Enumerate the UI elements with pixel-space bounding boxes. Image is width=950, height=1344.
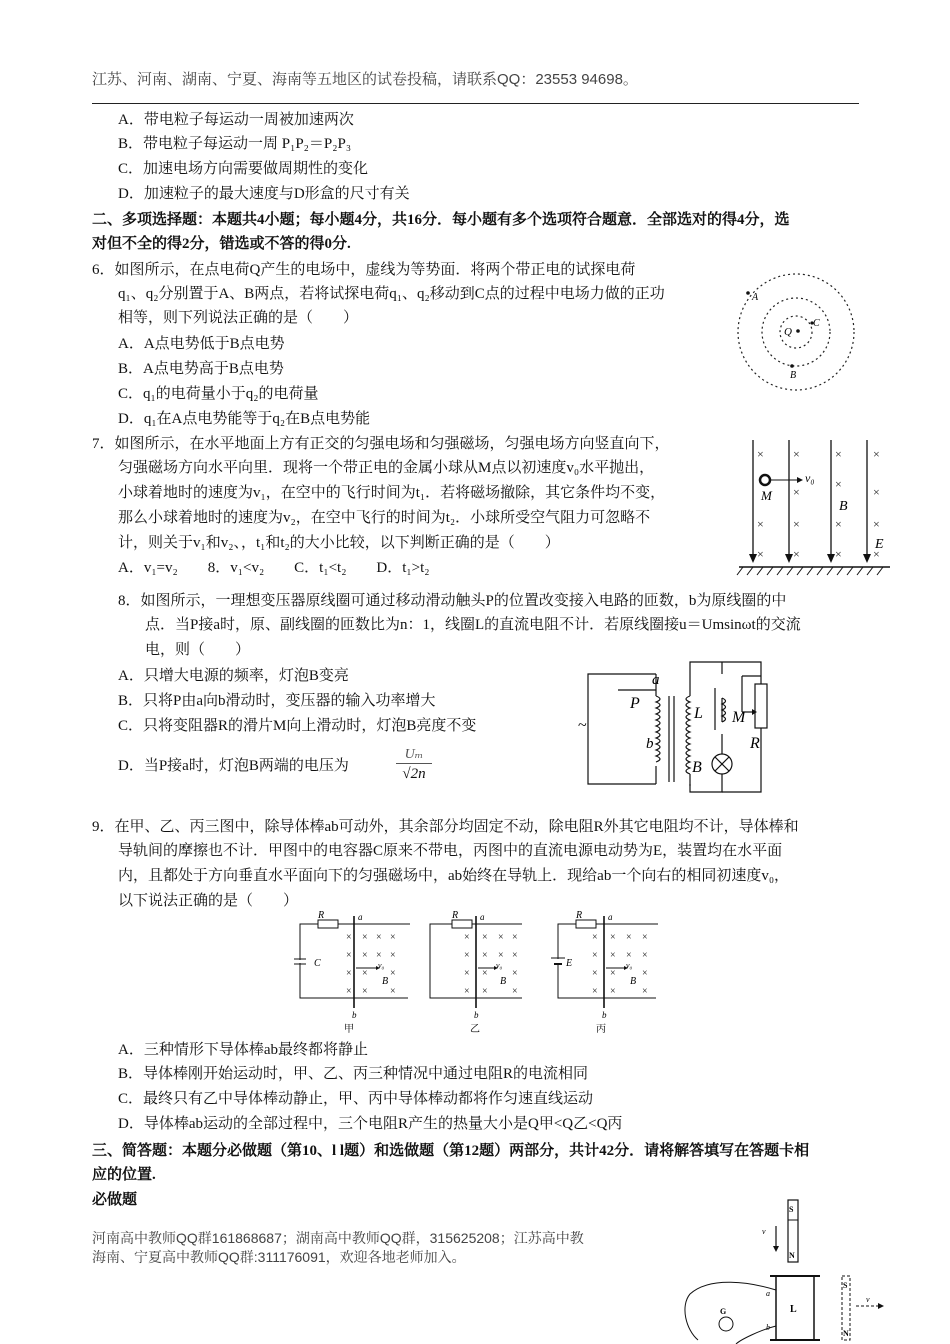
q10-wire-loop [685, 1282, 776, 1340]
svg-text:×: × [390, 932, 396, 943]
svg-text:×: × [835, 447, 842, 461]
svg-text:×: × [626, 932, 632, 943]
q9-bing-label-a: a [608, 912, 613, 922]
header-text: 江苏、河南、湖南、宁夏、海南等五地区的试卷投稿，请联系QQ：23553 94698。 [92, 71, 638, 88]
q10-label-s-right: S [843, 1281, 848, 1290]
required-questions-heading: 必做题 [92, 1192, 138, 1208]
q6-option-d: D．q₁在A点电势能等于q₂在B点电势能 [118, 411, 371, 427]
svg-text:×: × [835, 547, 842, 561]
q6-stem-2: q₁、q₂分别置于A、B两点，若将试探电荷q₁、q₂移动到C点的过程中电场力做的正功 [118, 286, 665, 302]
svg-text:×: × [362, 950, 368, 961]
q10-galvanometer [719, 1317, 733, 1331]
q7-stem-3: 小球着地时的速度为v₁，在空中的飞行时间为t₁．若将磁场撤除，其它条件均不变， [118, 485, 666, 501]
q6-middle-equipotential [762, 298, 830, 366]
q8-stem-2: 点．当P接a时，原、副线圈的匝数比为n：1，线圈L的直流电阻不计．若原线圈接u＝Umsinωt的交流 [145, 617, 801, 633]
q7-ball-m [760, 475, 770, 485]
svg-text:×: × [390, 986, 396, 997]
svg-text:×: × [592, 950, 598, 961]
section2-heading: 二、多项选择题：本题共4小题；每小题4分，共16分．每小题有多个选项符合题意．全部选对的得4分，选 [92, 212, 790, 228]
q9-label-yi: 乙 [470, 1024, 480, 1035]
q7-stem-5: 计，则关于v₁和v₂、，t₁和t₂的大小比较，以下判断正确的是（ ） [118, 535, 560, 551]
svg-text:×: × [498, 950, 504, 961]
q7-ground-hatch [737, 567, 883, 575]
svg-text:×: × [873, 517, 880, 531]
q7-field-figure [735, 438, 895, 580]
q7-label-m: M [761, 488, 772, 503]
q8-option-b: B．只将P由a向b滑动时，变压器的输入功率增大 [118, 693, 436, 709]
svg-text:×: × [464, 986, 470, 997]
svg-text:×: × [362, 968, 368, 979]
svg-text:×: × [592, 986, 598, 997]
q8-circuit-wires [588, 662, 761, 792]
q8-label-b: b [646, 736, 654, 752]
q7-options: A．v₁=v₂ 8．v₁<v₂ C．t₁<t₂ D．t₁>t₂ [118, 560, 430, 576]
q10-label-s-top: S [789, 1205, 794, 1214]
svg-text:×: × [873, 447, 880, 461]
svg-text:×: × [362, 932, 368, 943]
svg-text:×: × [482, 968, 488, 979]
q8-option-a: A．只增大电源的频率，灯泡B变亮 [118, 668, 349, 684]
q9-figure-bing [551, 910, 658, 1035]
svg-text:×: × [757, 447, 764, 461]
q9-option-d: D．导体棒ab运动的全部过程中，三个电阻R产生的热量大小是Q甲<Q乙<Q丙 [118, 1116, 623, 1132]
q8-ac-source: ~ [578, 717, 587, 734]
svg-text:×: × [376, 932, 382, 943]
q7-stem-2: 匀强磁场方向水平向里．现将一个带正电的金属小球从M点以初速度v₀水平抛出， [118, 460, 655, 476]
svg-text:×: × [642, 986, 648, 997]
svg-text:×: × [793, 517, 800, 531]
q7-velocity-arrowhead [797, 477, 803, 483]
q10-induction-figure [680, 1190, 900, 1344]
q6-label-b: B [790, 370, 797, 381]
q10-label-l: L [790, 1304, 797, 1315]
svg-text:×: × [376, 950, 382, 961]
q6-label-q: Q [784, 326, 792, 338]
q8-primary-coil [656, 696, 660, 762]
q8-label-a: a [652, 672, 660, 688]
q9-yi-label-b-field: B [500, 976, 507, 987]
q9-stem-3: 内，且都处于方向垂直水平面向下的匀强磁场中，ab始终在导轨上．现给ab一个向右的相同初速度v₀， [118, 868, 790, 884]
svg-text:×: × [362, 986, 368, 997]
section2-heading-cont: 对但不全的得2分，错选或不答的得0分. [92, 236, 351, 252]
q10-label-b: b [766, 1323, 770, 1332]
svg-text:×: × [346, 932, 352, 943]
svg-text:×: × [512, 986, 518, 997]
svg-text:×: × [793, 547, 800, 561]
header-rule [92, 103, 859, 104]
q8-stem-3: 电，则（ ） [145, 642, 251, 658]
q9-figure-jia [294, 910, 410, 1035]
svg-text:×: × [835, 517, 842, 531]
svg-text:×: × [592, 932, 598, 943]
q8-rheostat-r [755, 684, 767, 728]
q7-stem-1: 7．如图所示，在水平地面上方有正交的匀强电场和匀强磁场，匀强电场方向竖直向下， [92, 436, 670, 452]
svg-text:×: × [642, 932, 648, 943]
q9-label-bing: 丙 [596, 1024, 606, 1035]
q9-bing-label-r: R [576, 910, 583, 921]
q8-label-m: M [732, 709, 746, 726]
q8-label-lamp-b: B [692, 759, 702, 776]
q9-jia-label-v0: v₀ [378, 961, 385, 970]
svg-text:×: × [642, 950, 648, 961]
svg-text:×: × [873, 547, 880, 561]
q9-stem-4: 以下说法正确的是（ ） [118, 893, 299, 909]
section3-heading-cont: 应的位置. [92, 1167, 156, 1183]
svg-text:×: × [498, 932, 504, 943]
svg-text:×: × [757, 547, 764, 561]
q9-jia-label-c: C [314, 958, 321, 969]
q10-wire-return [736, 1326, 776, 1344]
q6-point-a-dot [746, 291, 750, 295]
q9-bing-label-b-field: B [630, 976, 637, 987]
svg-text:×: × [873, 485, 880, 499]
q7-magnetic-crosses [757, 447, 880, 561]
q6-option-a: A．A点电势低于B点电势 [118, 336, 285, 352]
q9-option-a: A．三种情形下导体棒ab最终都将静止 [118, 1042, 368, 1058]
svg-text:×: × [610, 986, 616, 997]
q6-label-c: C [813, 318, 820, 329]
svg-text:×: × [390, 968, 396, 979]
q6-stem-3: 相等，则下列说法正确的是（ ） [118, 310, 359, 326]
q6-equipotential-figure [730, 268, 860, 398]
q8-formula-numerator: Uₘ [404, 747, 424, 762]
svg-text:×: × [757, 517, 764, 531]
svg-text:×: × [592, 968, 598, 979]
footer-line-1: 河南高中教师QQ群161868687；湖南高中教师QQ群，315625208；江苏高中教 [92, 1230, 584, 1246]
q9-jia-label-b-field: B [382, 976, 389, 987]
q10-label-v-top: v [762, 1227, 766, 1236]
svg-text:×: × [482, 950, 488, 961]
q6-label-a: A [752, 292, 759, 303]
svg-text:×: × [346, 968, 352, 979]
q7-label-b: B [839, 499, 848, 514]
q8-formula [396, 747, 432, 784]
svg-text:×: × [346, 950, 352, 961]
q9-stem-1: 9．在甲、乙、丙三图中，除导体棒ab可动外，其余部分均固定不动，除电阻R外其它电阻均不计，导体棒和 [92, 819, 799, 835]
q10-motion-arrowhead [773, 1246, 779, 1252]
q8-stem-1: 8．如图所示，一理想变压器原线圈可通过移动滑动触头P的位置改变接入电路的匝数，b为原线圈的中 [118, 593, 787, 609]
q9-yi-label-r: R [452, 910, 459, 921]
svg-text:×: × [482, 932, 488, 943]
svg-text:×: × [482, 986, 488, 997]
svg-text:×: × [642, 968, 648, 979]
q6-point-b-dot [790, 364, 794, 368]
q6-charge-q-dot [796, 329, 800, 333]
q9-bing-label-b: b [602, 1010, 607, 1020]
svg-text:×: × [610, 950, 616, 961]
q5-option-b: B．带电粒子每运动一周 P₁P₂＝P₂P₃ [118, 136, 352, 152]
q7-label-e: E [875, 537, 884, 552]
q9-yi-label-b: b [474, 1010, 479, 1020]
svg-text:×: × [464, 968, 470, 979]
q8-label-r: R [750, 735, 760, 752]
q10-label-n-top: N [789, 1251, 795, 1260]
q9-jia-label-b: b [352, 1010, 357, 1020]
q9-stem-2: 导轨间的摩擦也不计．甲图中的电容器C原来不带电，丙图中的直流电源电动势为E，装置均在水平面 [118, 843, 783, 859]
q8-transformer-figure [574, 656, 784, 806]
svg-text:×: × [626, 950, 632, 961]
q7-label-v0: v₀ [805, 471, 815, 485]
q9-yi-label-a: a [480, 912, 485, 922]
q9-figures [290, 910, 670, 1035]
q9-jia-label-a: a [358, 912, 363, 922]
q5-option-a: A．带电粒子每运动一周被加速两次 [118, 112, 354, 128]
q9-option-c: C．最终只有乙中导体棒动静止，甲、丙中导体棒动都将作匀速直线运动 [118, 1091, 594, 1107]
svg-text:×: × [464, 950, 470, 961]
q8-formula-denominator: √2n [396, 763, 432, 784]
q9-option-b: B．导体棒刚开始运动时，甲、乙、丙三种情况中通过电阻R的电流相同 [118, 1066, 589, 1082]
q6-option-c: C．q₁的电荷量小于q₂的电荷量 [118, 386, 319, 402]
q8-label-p: P [630, 695, 640, 712]
q9-bing-label-e: E [566, 958, 573, 969]
svg-text:×: × [835, 477, 842, 491]
q8-option-c: C．只将变阻器R的滑片M向上滑动时，灯泡B亮度不变 [118, 718, 477, 734]
q10-right-arrowhead [878, 1303, 884, 1309]
q6-stem-1: 6．如图所示，在点电荷Q产生的电场中，虚线为等势面．将两个带正电的试探电荷 [92, 262, 636, 278]
svg-text:×: × [610, 968, 616, 979]
svg-text:×: × [346, 986, 352, 997]
q9-jia-label-r: R [318, 910, 325, 921]
q8-secondary-coil [686, 696, 690, 774]
q10-label-a: a [766, 1289, 770, 1298]
section3-heading: 三、简答题：本题分必做题（第10、l l题）和选做题（第12题）两部分，共计42分．请将解答填写在答题卡相 [92, 1143, 810, 1159]
q8-option-d: D．当P接a时，灯泡B两端的电压为 [118, 758, 349, 774]
q10-label-g: G [720, 1307, 727, 1316]
svg-text:×: × [793, 447, 800, 461]
q7-field-arrowheads [749, 554, 871, 563]
svg-text:×: × [464, 932, 470, 943]
q9-yi-label-v0: v₀ [496, 961, 503, 970]
q9-label-jia: 甲 [344, 1024, 354, 1035]
q9-figure-yi [430, 910, 522, 1035]
svg-text:×: × [390, 950, 396, 961]
q10-label-n-right: N [843, 1329, 849, 1338]
footer-line-2: 海南、宁夏高中教师QQ群:311176091，欢迎各地老师加入。 [92, 1249, 466, 1265]
q8-label-l: L [694, 705, 703, 722]
q9-bing-label-v0: v₀ [626, 961, 633, 970]
q6-option-b: B．A点电势高于B点电势 [118, 361, 284, 377]
q5-option-d: D．加速粒子的最大速度与D形盒的尺寸有关 [118, 186, 410, 202]
q5-option-c: C．加速电场方向需要做周期性的变化 [118, 161, 369, 177]
svg-text:×: × [793, 485, 800, 499]
q10-label-v-right: v [866, 1295, 870, 1304]
svg-text:×: × [512, 950, 518, 961]
q7-stem-4: 那么小球着地时的速度为v₂，在空中飞行的时间为t₂．小球所受空气阻力可忽略不 [118, 510, 651, 526]
svg-text:×: × [512, 968, 518, 979]
svg-text:×: × [610, 932, 616, 943]
svg-text:×: × [512, 932, 518, 943]
